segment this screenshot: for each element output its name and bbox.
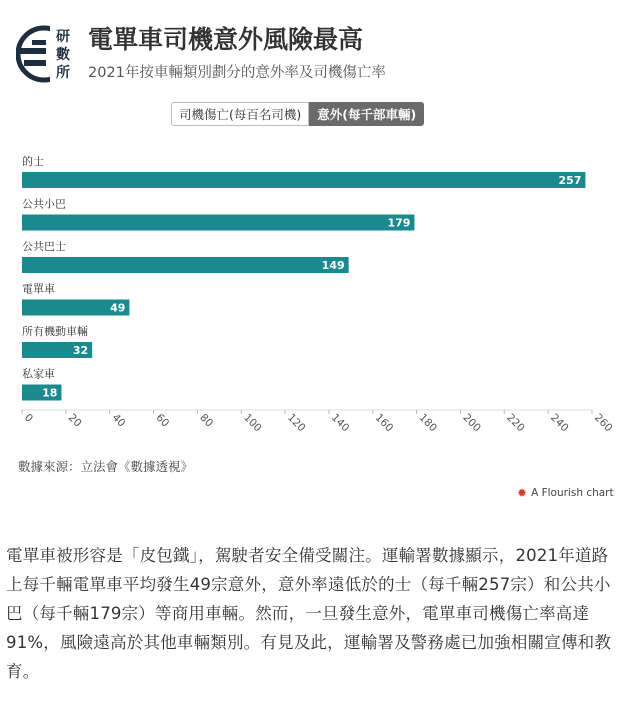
category-label: 私家車 — [22, 367, 55, 381]
category-label: 公共巴士 — [22, 240, 66, 253]
bar-value-label: 179 — [387, 216, 411, 230]
x-tick-label: 120 — [284, 411, 308, 435]
bar-value-label: 18 — [42, 386, 58, 400]
x-tick-label: 200 — [460, 411, 484, 435]
bar-chart — [0, 145, 632, 445]
category-label: 電單車 — [22, 282, 55, 296]
x-tick-label: 20 — [65, 411, 84, 430]
bar-value-label: 32 — [72, 344, 89, 357]
x-tick-label: 160 — [372, 411, 396, 435]
flourish-icon: ✹ — [517, 486, 528, 500]
data-source: 數據來源：立法會《數據透視》 — [18, 459, 194, 474]
logo-char: 所 — [56, 65, 70, 81]
category-label: 所有機動車輛 — [22, 325, 88, 338]
x-tick-label: 0 — [21, 411, 36, 425]
category-label: 公共小巴 — [22, 197, 66, 211]
tab-driver-casualties[interactable]: 司機傷亡(每百名司機) — [171, 102, 309, 126]
credit-label: A Flourish chart — [531, 487, 614, 499]
logo-char: 數 — [56, 47, 70, 63]
x-tick-label: 220 — [504, 411, 527, 435]
bar-value-label: 49 — [110, 301, 126, 315]
chart-header — [0, 0, 632, 100]
article-paragraph: 電單車被形容是「皮包鐵」，駕駛者安全備受關注。運輸署數據顯示，2021年道路上每千輛電單車平均發生49宗意外，意外率遠低於的士（每千輛257宗）和公共小巴（每千輛179宗）等商用車輛。然而，一旦發生意外，電單車司機傷亡率高達91%，風險遠高於其他車輛類別。有見及此，運輸署及警務處已加強相關宣傳和教育。 — [6, 546, 612, 681]
x-tick-label: 240 — [548, 411, 571, 435]
logo — [16, 20, 78, 84]
x-tick-label: 100 — [241, 411, 264, 435]
x-tick-label: 80 — [197, 411, 216, 430]
bar — [22, 172, 585, 188]
x-tick-label: 140 — [328, 411, 352, 435]
x-tick-label: 60 — [153, 411, 172, 430]
bar — [22, 215, 414, 231]
bar-value-label: 149 — [321, 259, 345, 272]
x-tick-label: 40 — [109, 411, 128, 430]
category-label: 的士 — [22, 155, 44, 168]
metric-toggle — [171, 102, 424, 126]
logo-char: 研 — [56, 29, 70, 45]
bar — [22, 257, 349, 273]
x-tick-label: 180 — [416, 411, 440, 435]
tab-accidents[interactable]: 意外(每千部車輛) — [309, 102, 424, 126]
flourish-credit[interactable] — [517, 487, 614, 499]
chart-title: 電單車司機意外風險最高 — [88, 25, 364, 54]
bar-value-label: 257 — [558, 174, 582, 187]
x-tick-label: 260 — [591, 411, 615, 435]
chart-subtitle: 2021年按車輛類別劃分的意外率及司機傷亡率 — [88, 65, 386, 81]
